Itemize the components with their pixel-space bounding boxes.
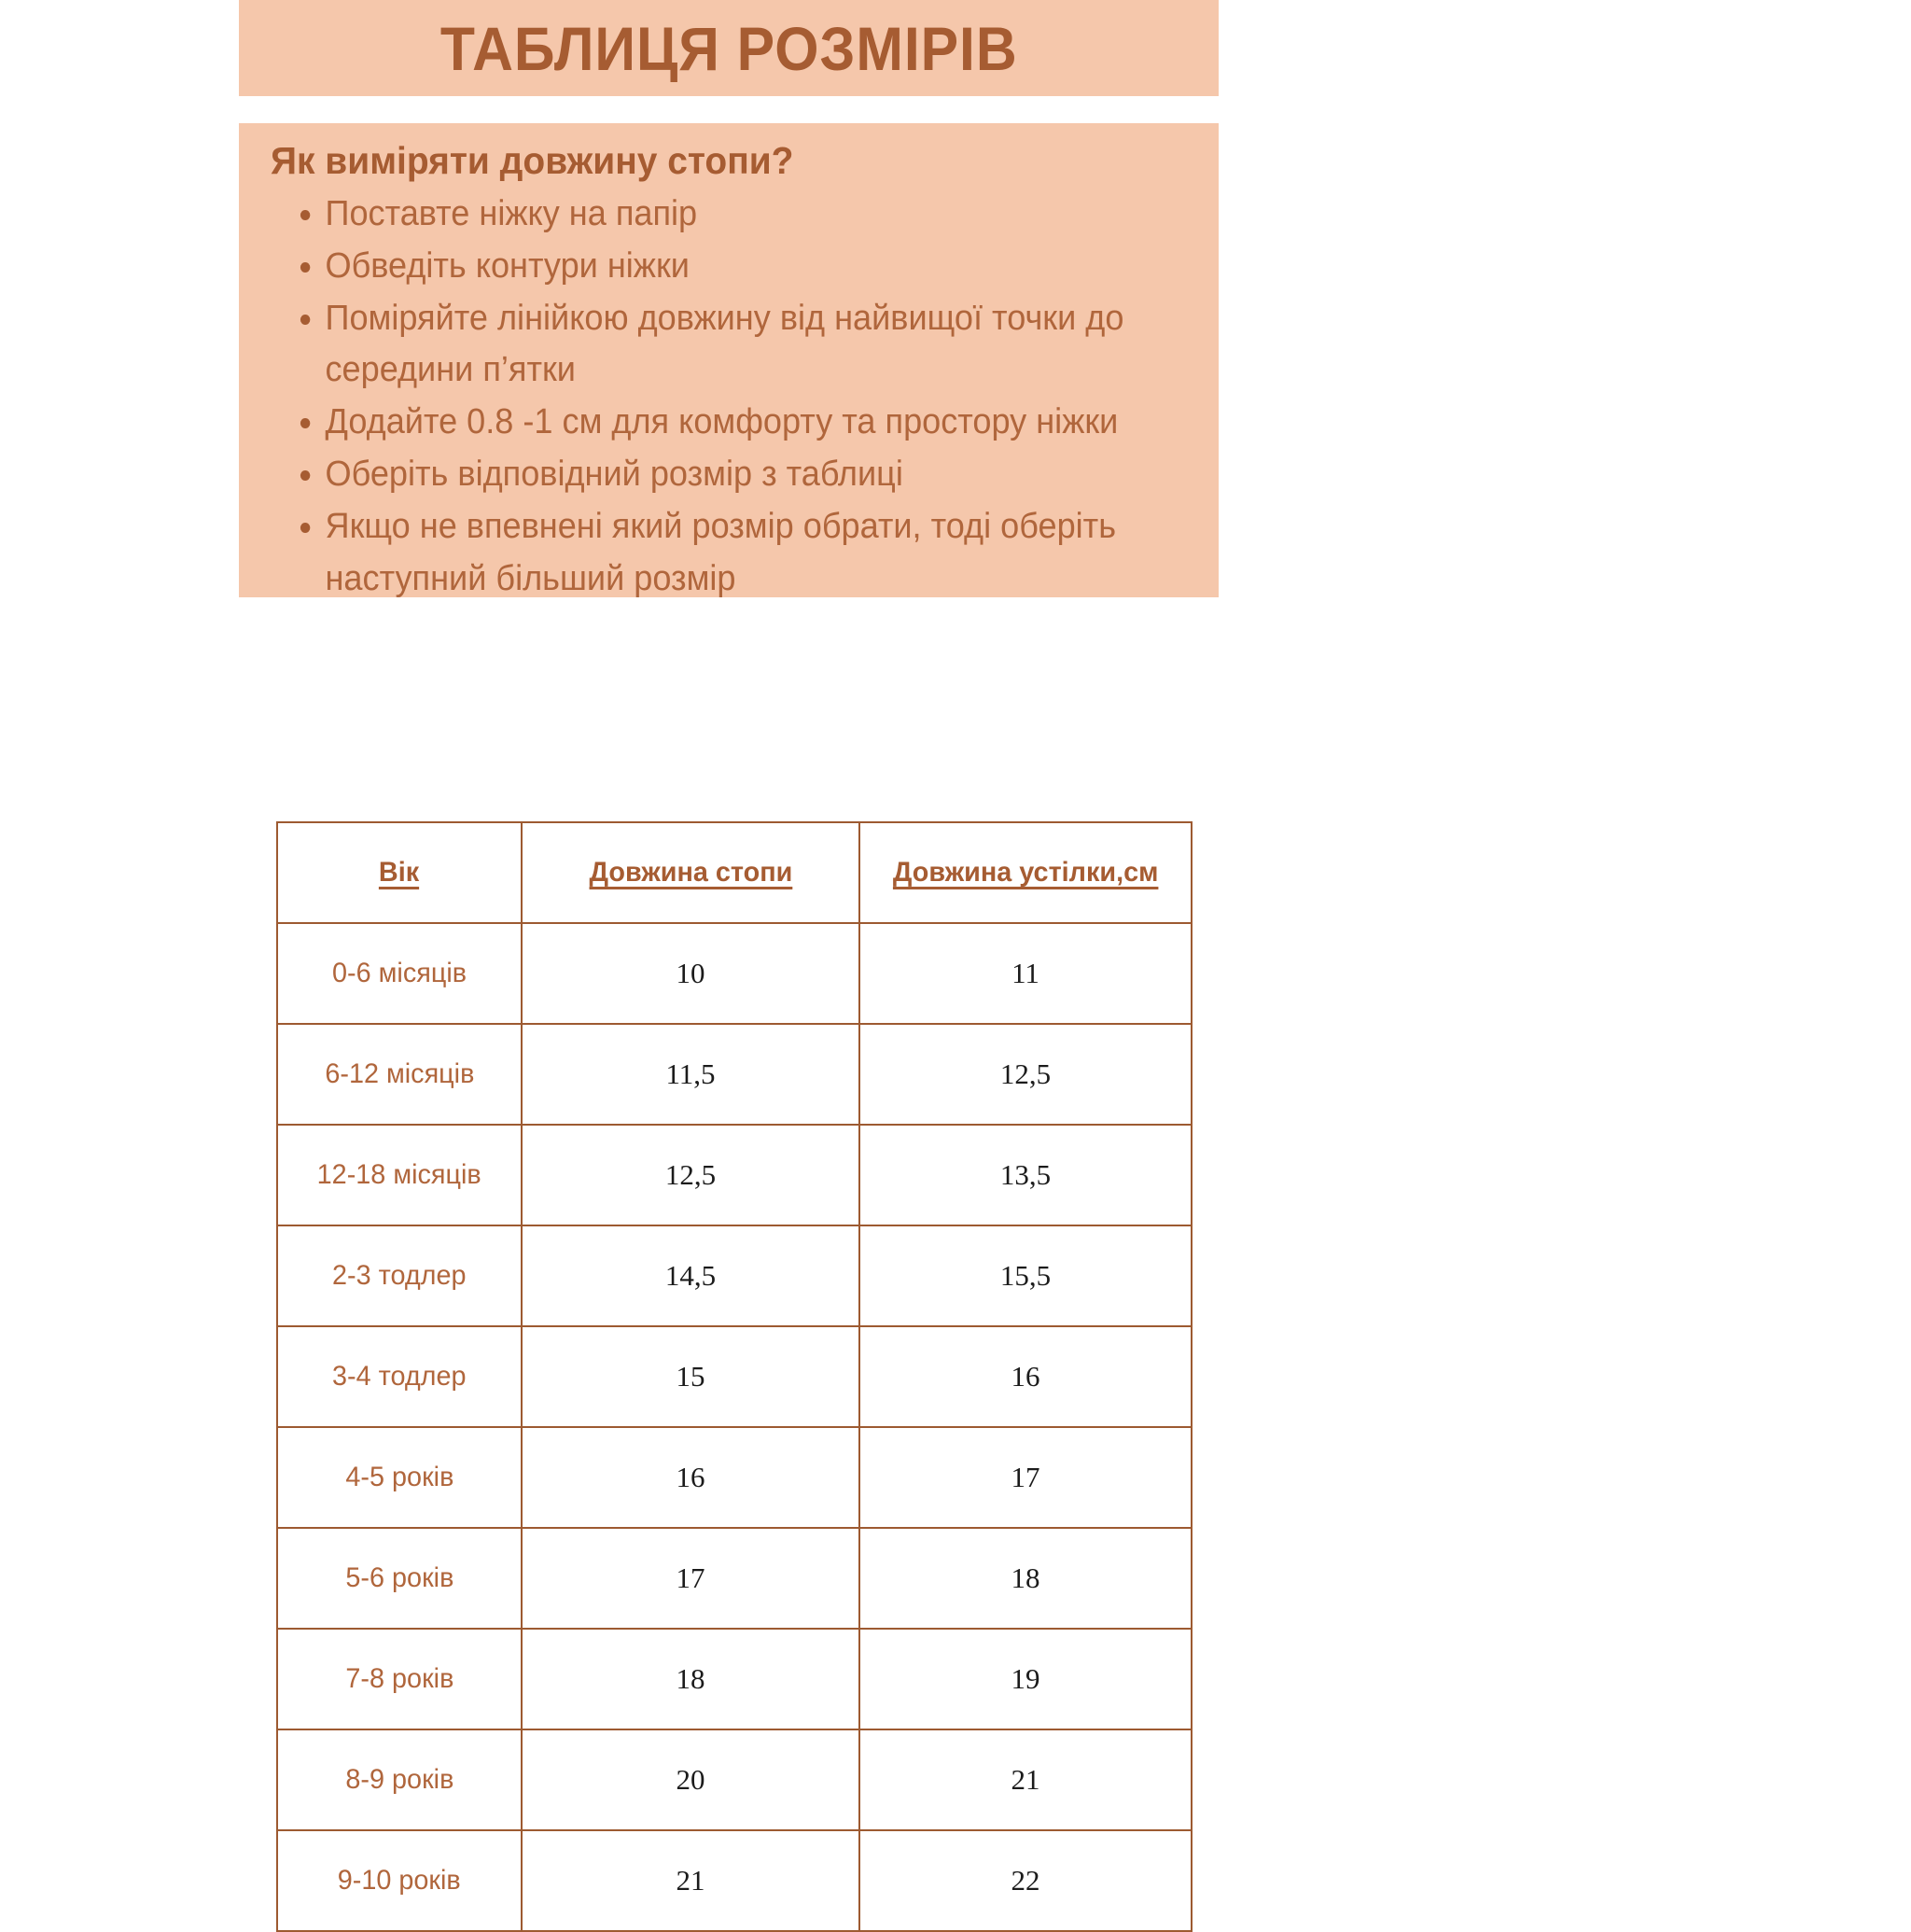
cell-age-label: 0-6 місяців xyxy=(331,958,467,988)
bullet-dot-icon xyxy=(300,470,310,481)
table-row xyxy=(277,1729,1192,1830)
column-header-label: Довжина устілки,см xyxy=(892,857,1159,888)
cell-foot-value: 21 xyxy=(676,1864,705,1897)
cell-age-label: 6-12 місяців xyxy=(324,1058,475,1089)
list-item xyxy=(263,501,1148,606)
cell-insole xyxy=(859,1528,1192,1629)
cell-insole-value: 19 xyxy=(1011,1662,1040,1695)
cell-foot xyxy=(522,1125,859,1225)
cell-foot xyxy=(522,923,859,1024)
cell-foot-value: 10 xyxy=(676,957,705,989)
cell-age-label: 5-6 років xyxy=(345,1562,453,1593)
cell-foot-value: 20 xyxy=(676,1763,705,1796)
cell-insole-value: 13,5 xyxy=(999,1158,1052,1191)
cell-foot-value: 12,5 xyxy=(664,1158,717,1191)
list-item xyxy=(263,397,1148,449)
cell-insole-value: 15,5 xyxy=(999,1259,1052,1292)
list-item xyxy=(263,241,1148,293)
cell-age-label: 12-18 місяців xyxy=(316,1159,482,1190)
table-row xyxy=(277,923,1192,1024)
bullet-dot-icon xyxy=(300,315,310,325)
column-header-label: Вік xyxy=(379,857,420,888)
cell-insole xyxy=(859,1225,1192,1326)
cell-foot xyxy=(522,1629,859,1729)
cell-age xyxy=(277,1629,522,1729)
cell-insole xyxy=(859,1427,1192,1528)
list-item-label: Якщо не впевнені який розмір обрати, тоді оберіть наступний більший розмір xyxy=(325,507,1117,598)
cell-insole-value: 17 xyxy=(1011,1461,1040,1493)
instructions-heading: Як виміряти довжину стопи? xyxy=(271,139,794,182)
table-header xyxy=(277,822,1192,923)
bullet-dot-icon xyxy=(300,262,310,273)
table-row xyxy=(277,1225,1192,1326)
list-item xyxy=(263,449,1148,501)
list-item-label: Поміряйте лінійкою довжину від найвищої точки до середини п’ятки xyxy=(325,298,1124,390)
list-item xyxy=(263,293,1148,398)
cell-age-label: 4-5 років xyxy=(345,1462,453,1492)
table-row xyxy=(277,1528,1192,1629)
table-row xyxy=(277,1629,1192,1729)
size-table-container xyxy=(276,821,1191,1932)
list-item xyxy=(263,189,1148,241)
cell-insole xyxy=(859,923,1192,1024)
cell-insole-value: 12,5 xyxy=(999,1057,1052,1090)
column-header-insole-length xyxy=(859,822,1192,923)
cell-insole-value: 16 xyxy=(1011,1360,1040,1393)
table-row xyxy=(277,1024,1192,1125)
table-row xyxy=(277,1427,1192,1528)
table-row xyxy=(277,1326,1192,1427)
page-title: ТАБЛИЦЯ РОЗМІРІВ xyxy=(439,13,1018,83)
cell-insole-value: 22 xyxy=(1011,1864,1040,1897)
column-header-foot-length xyxy=(522,822,859,923)
cell-age xyxy=(277,1830,522,1931)
bullet-dot-icon xyxy=(300,210,310,220)
cell-insole xyxy=(859,1830,1192,1931)
table-header-row xyxy=(277,822,1192,923)
cell-age-label: 9-10 років xyxy=(337,1865,461,1896)
cell-age-label: 3-4 тодлер xyxy=(332,1361,467,1392)
cell-foot-value: 11,5 xyxy=(665,1057,716,1090)
column-header-label: Довжина стопи xyxy=(589,857,792,888)
cell-insole xyxy=(859,1729,1192,1830)
list-item-label: Додайте 0.8 -1 см для комфорту та простору ніжки xyxy=(325,402,1119,442)
list-item-label: Поставте ніжку на папір xyxy=(325,193,698,233)
cell-foot-value: 15 xyxy=(676,1360,705,1393)
cell-foot xyxy=(522,1326,859,1427)
table-body xyxy=(277,923,1192,1931)
table-row xyxy=(277,1125,1192,1225)
cell-insole xyxy=(859,1024,1192,1125)
cell-insole-value: 18 xyxy=(1011,1561,1040,1594)
cell-insole xyxy=(859,1629,1192,1729)
cell-foot xyxy=(522,1729,859,1830)
cell-foot xyxy=(522,1830,859,1931)
table-row xyxy=(277,1830,1192,1931)
cell-age xyxy=(277,1427,522,1528)
cell-age xyxy=(277,1729,522,1830)
cell-insole-value: 21 xyxy=(1011,1763,1040,1796)
cell-age xyxy=(277,1528,522,1629)
cell-foot xyxy=(522,1024,859,1125)
bullet-dot-icon xyxy=(300,418,310,428)
cell-foot xyxy=(522,1225,859,1326)
instructions-bullet-list xyxy=(263,189,1194,606)
cell-foot-value: 16 xyxy=(676,1461,705,1493)
cell-foot-value: 18 xyxy=(676,1662,705,1695)
title-banner xyxy=(239,0,1219,96)
cell-foot xyxy=(522,1427,859,1528)
cell-insole xyxy=(859,1125,1192,1225)
cell-foot-value: 17 xyxy=(676,1561,705,1594)
cell-insole-value: 11 xyxy=(1011,957,1039,989)
list-item-label: Обведіть контури ніжки xyxy=(325,245,690,286)
cell-age-label: 2-3 тодлер xyxy=(332,1260,467,1291)
cell-age xyxy=(277,923,522,1024)
cell-foot xyxy=(522,1528,859,1629)
list-item-label: Оберіть відповідний розмір з таблиці xyxy=(325,455,903,495)
cell-age-label: 8-9 років xyxy=(345,1764,453,1795)
cell-age xyxy=(277,1326,522,1427)
cell-age xyxy=(277,1125,522,1225)
column-header-age xyxy=(277,822,522,923)
cell-age xyxy=(277,1024,522,1125)
cell-insole xyxy=(859,1326,1192,1427)
cell-age xyxy=(277,1225,522,1326)
instructions-panel xyxy=(239,123,1219,597)
size-table xyxy=(276,821,1193,1932)
bullet-dot-icon xyxy=(300,523,310,533)
cell-age-label: 7-8 років xyxy=(345,1663,453,1694)
cell-foot-value: 14,5 xyxy=(664,1259,717,1292)
